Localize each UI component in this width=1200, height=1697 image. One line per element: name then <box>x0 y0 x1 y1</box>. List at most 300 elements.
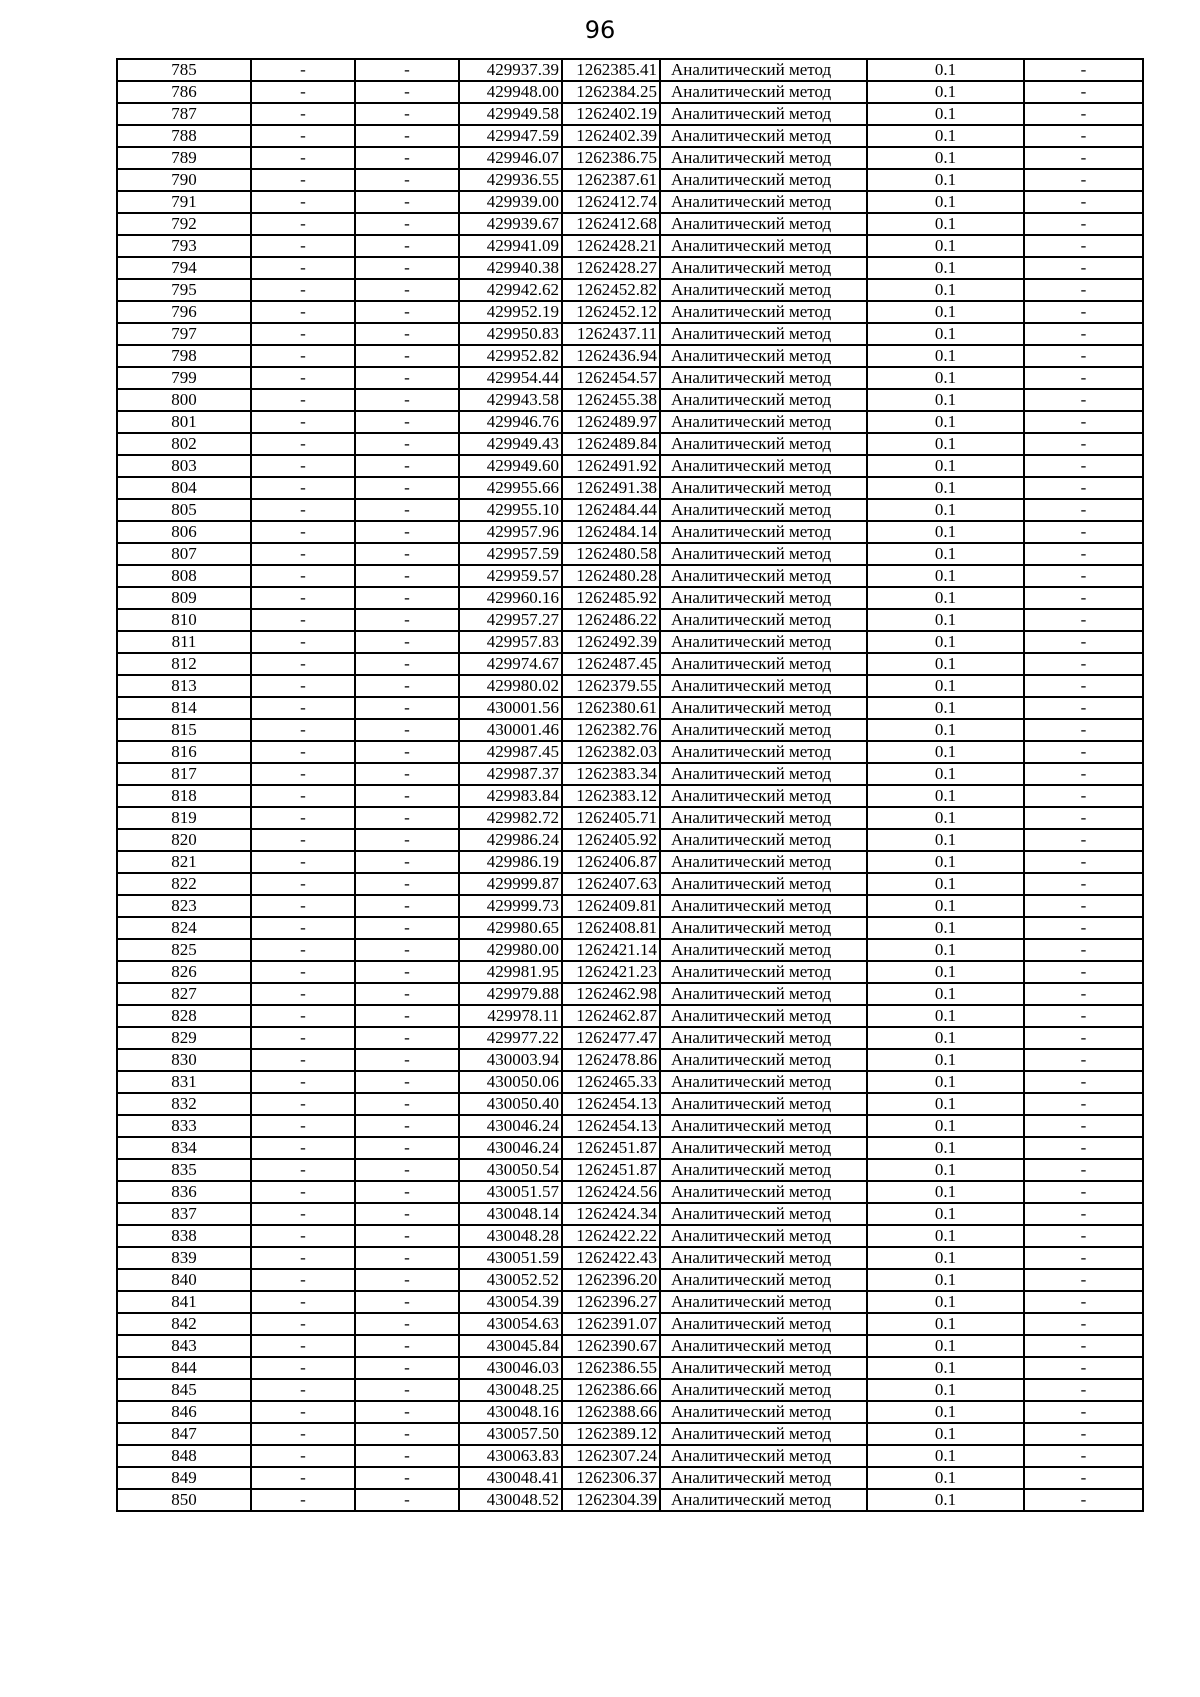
table-row <box>117 169 1143 191</box>
col8-cell: - <box>1024 631 1143 653</box>
accuracy-cell: 0.1 <box>867 81 1024 103</box>
col8-cell: - <box>1024 939 1143 961</box>
y-coordinate-cell: 1262437.11 <box>562 323 660 345</box>
y-coordinate-cell: 1262380.61 <box>562 697 660 719</box>
accuracy-cell: 0.1 <box>867 213 1024 235</box>
accuracy-cell: 0.1 <box>867 1005 1024 1027</box>
x-coordinate-cell: 430048.14 <box>459 1203 562 1225</box>
point-number-cell: 785 <box>117 59 251 81</box>
point-number-cell: 845 <box>117 1379 251 1401</box>
col2-cell: - <box>251 1225 355 1247</box>
y-coordinate-cell: 1262386.55 <box>562 1357 660 1379</box>
method-cell: Аналитический метод <box>660 785 867 807</box>
accuracy-cell: 0.1 <box>867 1225 1024 1247</box>
method-cell: Аналитический метод <box>660 565 867 587</box>
col3-cell: - <box>355 895 459 917</box>
x-coordinate-cell: 429957.59 <box>459 543 562 565</box>
accuracy-cell: 0.1 <box>867 235 1024 257</box>
point-number-cell: 850 <box>117 1489 251 1511</box>
col8-cell: - <box>1024 1225 1143 1247</box>
y-coordinate-cell: 1262452.12 <box>562 301 660 323</box>
y-coordinate-cell: 1262382.03 <box>562 741 660 763</box>
accuracy-cell: 0.1 <box>867 1423 1024 1445</box>
method-cell: Аналитический метод <box>660 719 867 741</box>
y-coordinate-cell: 1262389.12 <box>562 1423 660 1445</box>
point-number-cell: 807 <box>117 543 251 565</box>
y-coordinate-cell: 1262451.87 <box>562 1137 660 1159</box>
method-cell: Аналитический метод <box>660 1269 867 1291</box>
x-coordinate-cell: 429978.11 <box>459 1005 562 1027</box>
method-cell: Аналитический метод <box>660 1027 867 1049</box>
table-row <box>117 125 1143 147</box>
accuracy-cell: 0.1 <box>867 411 1024 433</box>
x-coordinate-cell: 429957.96 <box>459 521 562 543</box>
col8-cell: - <box>1024 103 1143 125</box>
x-coordinate-cell: 429999.73 <box>459 895 562 917</box>
accuracy-cell: 0.1 <box>867 763 1024 785</box>
y-coordinate-cell: 1262383.12 <box>562 785 660 807</box>
table-row <box>117 301 1143 323</box>
col3-cell: - <box>355 653 459 675</box>
x-coordinate-cell: 430063.83 <box>459 1445 562 1467</box>
x-coordinate-cell: 429946.76 <box>459 411 562 433</box>
accuracy-cell: 0.1 <box>867 829 1024 851</box>
accuracy-cell: 0.1 <box>867 147 1024 169</box>
col3-cell: - <box>355 1467 459 1489</box>
col2-cell: - <box>251 1181 355 1203</box>
accuracy-cell: 0.1 <box>867 1489 1024 1511</box>
method-cell: Аналитический метод <box>660 587 867 609</box>
col8-cell: - <box>1024 1027 1143 1049</box>
col8-cell: - <box>1024 1115 1143 1137</box>
x-coordinate-cell: 429950.83 <box>459 323 562 345</box>
col2-cell: - <box>251 1247 355 1269</box>
point-number-cell: 822 <box>117 873 251 895</box>
point-number-cell: 818 <box>117 785 251 807</box>
point-number-cell: 839 <box>117 1247 251 1269</box>
x-coordinate-cell: 429952.19 <box>459 301 562 323</box>
y-coordinate-cell: 1262487.45 <box>562 653 660 675</box>
y-coordinate-cell: 1262484.44 <box>562 499 660 521</box>
col2-cell: - <box>251 983 355 1005</box>
col3-cell: - <box>355 1181 459 1203</box>
point-number-cell: 804 <box>117 477 251 499</box>
accuracy-cell: 0.1 <box>867 1401 1024 1423</box>
point-number-cell: 792 <box>117 213 251 235</box>
x-coordinate-cell: 429955.10 <box>459 499 562 521</box>
method-cell: Аналитический метод <box>660 1313 867 1335</box>
col8-cell: - <box>1024 1423 1143 1445</box>
coordinates-table <box>116 58 1144 1512</box>
col2-cell: - <box>251 631 355 653</box>
table-row <box>117 279 1143 301</box>
table-row <box>117 213 1143 235</box>
table-row <box>117 807 1143 829</box>
col2-cell: - <box>251 1159 355 1181</box>
table-row <box>117 499 1143 521</box>
point-number-cell: 812 <box>117 653 251 675</box>
col8-cell: - <box>1024 323 1143 345</box>
col2-cell: - <box>251 323 355 345</box>
method-cell: Аналитический метод <box>660 1401 867 1423</box>
col8-cell: - <box>1024 895 1143 917</box>
col2-cell: - <box>251 1005 355 1027</box>
col2-cell: - <box>251 873 355 895</box>
table-row <box>117 411 1143 433</box>
col8-cell: - <box>1024 565 1143 587</box>
accuracy-cell: 0.1 <box>867 323 1024 345</box>
y-coordinate-cell: 1262384.25 <box>562 81 660 103</box>
col3-cell: - <box>355 257 459 279</box>
x-coordinate-cell: 429983.84 <box>459 785 562 807</box>
accuracy-cell: 0.1 <box>867 169 1024 191</box>
col8-cell: - <box>1024 1313 1143 1335</box>
accuracy-cell: 0.1 <box>867 719 1024 741</box>
point-number-cell: 834 <box>117 1137 251 1159</box>
x-coordinate-cell: 429942.62 <box>459 279 562 301</box>
method-cell: Аналитический метод <box>660 389 867 411</box>
y-coordinate-cell: 1262396.27 <box>562 1291 660 1313</box>
col2-cell: - <box>251 499 355 521</box>
method-cell: Аналитический метод <box>660 1335 867 1357</box>
col3-cell: - <box>355 235 459 257</box>
col8-cell: - <box>1024 983 1143 1005</box>
col2-cell: - <box>251 1115 355 1137</box>
y-coordinate-cell: 1262480.58 <box>562 543 660 565</box>
y-coordinate-cell: 1262383.34 <box>562 763 660 785</box>
method-cell: Аналитический метод <box>660 1049 867 1071</box>
col3-cell: - <box>355 345 459 367</box>
point-number-cell: 848 <box>117 1445 251 1467</box>
method-cell: Аналитический метод <box>660 1093 867 1115</box>
x-coordinate-cell: 430001.46 <box>459 719 562 741</box>
point-number-cell: 797 <box>117 323 251 345</box>
col8-cell: - <box>1024 1379 1143 1401</box>
col3-cell: - <box>355 1335 459 1357</box>
accuracy-cell: 0.1 <box>867 1467 1024 1489</box>
method-cell: Аналитический метод <box>660 1005 867 1027</box>
x-coordinate-cell: 429980.65 <box>459 917 562 939</box>
table-row <box>117 1357 1143 1379</box>
col3-cell: - <box>355 873 459 895</box>
method-cell: Аналитический метод <box>660 983 867 1005</box>
col8-cell: - <box>1024 741 1143 763</box>
y-coordinate-cell: 1262421.14 <box>562 939 660 961</box>
col8-cell: - <box>1024 1071 1143 1093</box>
y-coordinate-cell: 1262406.87 <box>562 851 660 873</box>
y-coordinate-cell: 1262422.22 <box>562 1225 660 1247</box>
method-cell: Аналитический метод <box>660 675 867 697</box>
x-coordinate-cell: 430051.59 <box>459 1247 562 1269</box>
col2-cell: - <box>251 895 355 917</box>
method-cell: Аналитический метод <box>660 455 867 477</box>
col8-cell: - <box>1024 1489 1143 1511</box>
x-coordinate-cell: 430046.24 <box>459 1137 562 1159</box>
y-coordinate-cell: 1262412.68 <box>562 213 660 235</box>
col3-cell: - <box>355 323 459 345</box>
col3-cell: - <box>355 1445 459 1467</box>
table-row <box>117 1027 1143 1049</box>
method-cell: Аналитический метод <box>660 367 867 389</box>
col2-cell: - <box>251 1467 355 1489</box>
col8-cell: - <box>1024 675 1143 697</box>
table-row <box>117 763 1143 785</box>
col3-cell: - <box>355 389 459 411</box>
method-cell: Аналитический метод <box>660 961 867 983</box>
col2-cell: - <box>251 587 355 609</box>
method-cell: Аналитический метод <box>660 917 867 939</box>
table-row <box>117 587 1143 609</box>
col2-cell: - <box>251 147 355 169</box>
col2-cell: - <box>251 81 355 103</box>
y-coordinate-cell: 1262396.20 <box>562 1269 660 1291</box>
col8-cell: - <box>1024 147 1143 169</box>
method-cell: Аналитический метод <box>660 1423 867 1445</box>
y-coordinate-cell: 1262382.76 <box>562 719 660 741</box>
y-coordinate-cell: 1262421.23 <box>562 961 660 983</box>
table-row <box>117 829 1143 851</box>
y-coordinate-cell: 1262386.66 <box>562 1379 660 1401</box>
col2-cell: - <box>251 1137 355 1159</box>
x-coordinate-cell: 429960.16 <box>459 587 562 609</box>
y-coordinate-cell: 1262465.33 <box>562 1071 660 1093</box>
table-row <box>117 939 1143 961</box>
col2-cell: - <box>251 719 355 741</box>
x-coordinate-cell: 429999.87 <box>459 873 562 895</box>
col2-cell: - <box>251 367 355 389</box>
x-coordinate-cell: 429974.67 <box>459 653 562 675</box>
col3-cell: - <box>355 763 459 785</box>
method-cell: Аналитический метод <box>660 1247 867 1269</box>
table-row <box>117 785 1143 807</box>
col3-cell: - <box>355 125 459 147</box>
y-coordinate-cell: 1262489.97 <box>562 411 660 433</box>
col2-cell: - <box>251 1357 355 1379</box>
table-row <box>117 609 1143 631</box>
y-coordinate-cell: 1262454.57 <box>562 367 660 389</box>
point-number-cell: 787 <box>117 103 251 125</box>
point-number-cell: 836 <box>117 1181 251 1203</box>
table-row <box>117 565 1143 587</box>
col2-cell: - <box>251 1445 355 1467</box>
point-number-cell: 843 <box>117 1335 251 1357</box>
point-number-cell: 819 <box>117 807 251 829</box>
point-number-cell: 844 <box>117 1357 251 1379</box>
table-row <box>117 1049 1143 1071</box>
col3-cell: - <box>355 829 459 851</box>
accuracy-cell: 0.1 <box>867 873 1024 895</box>
table-row <box>117 1401 1143 1423</box>
method-cell: Аналитический метод <box>660 59 867 81</box>
point-number-cell: 801 <box>117 411 251 433</box>
table-row <box>117 719 1143 741</box>
accuracy-cell: 0.1 <box>867 895 1024 917</box>
col3-cell: - <box>355 499 459 521</box>
col3-cell: - <box>355 631 459 653</box>
point-number-cell: 830 <box>117 1049 251 1071</box>
accuracy-cell: 0.1 <box>867 367 1024 389</box>
col2-cell: - <box>251 785 355 807</box>
col8-cell: - <box>1024 807 1143 829</box>
col2-cell: - <box>251 125 355 147</box>
point-number-cell: 821 <box>117 851 251 873</box>
col3-cell: - <box>355 565 459 587</box>
col8-cell: - <box>1024 1049 1143 1071</box>
point-number-cell: 799 <box>117 367 251 389</box>
col3-cell: - <box>355 59 459 81</box>
x-coordinate-cell: 429946.07 <box>459 147 562 169</box>
accuracy-cell: 0.1 <box>867 1159 1024 1181</box>
col8-cell: - <box>1024 1181 1143 1203</box>
method-cell: Аналитический метод <box>660 125 867 147</box>
col8-cell: - <box>1024 851 1143 873</box>
point-number-cell: 793 <box>117 235 251 257</box>
col3-cell: - <box>355 741 459 763</box>
col8-cell: - <box>1024 609 1143 631</box>
col2-cell: - <box>251 235 355 257</box>
col2-cell: - <box>251 301 355 323</box>
col3-cell: - <box>355 477 459 499</box>
method-cell: Аналитический метод <box>660 1203 867 1225</box>
x-coordinate-cell: 429939.67 <box>459 213 562 235</box>
col3-cell: - <box>355 587 459 609</box>
col8-cell: - <box>1024 169 1143 191</box>
col8-cell: - <box>1024 1269 1143 1291</box>
y-coordinate-cell: 1262306.37 <box>562 1467 660 1489</box>
x-coordinate-cell: 429943.58 <box>459 389 562 411</box>
point-number-cell: 838 <box>117 1225 251 1247</box>
point-number-cell: 786 <box>117 81 251 103</box>
col8-cell: - <box>1024 81 1143 103</box>
point-number-cell: 825 <box>117 939 251 961</box>
x-coordinate-cell: 429981.95 <box>459 961 562 983</box>
table-row <box>117 59 1143 81</box>
col8-cell: - <box>1024 543 1143 565</box>
col2-cell: - <box>251 807 355 829</box>
point-number-cell: 823 <box>117 895 251 917</box>
point-number-cell: 846 <box>117 1401 251 1423</box>
x-coordinate-cell: 429982.72 <box>459 807 562 829</box>
table-row <box>117 983 1143 1005</box>
x-coordinate-cell: 429987.45 <box>459 741 562 763</box>
point-number-cell: 824 <box>117 917 251 939</box>
point-number-cell: 820 <box>117 829 251 851</box>
y-coordinate-cell: 1262491.92 <box>562 455 660 477</box>
y-coordinate-cell: 1262379.55 <box>562 675 660 697</box>
col8-cell: - <box>1024 389 1143 411</box>
point-number-cell: 817 <box>117 763 251 785</box>
table-row <box>117 1093 1143 1115</box>
method-cell: Аналитический метод <box>660 301 867 323</box>
method-cell: Аналитический метод <box>660 1225 867 1247</box>
y-coordinate-cell: 1262454.13 <box>562 1115 660 1137</box>
table-row <box>117 1159 1143 1181</box>
col3-cell: - <box>355 1313 459 1335</box>
point-number-cell: 831 <box>117 1071 251 1093</box>
x-coordinate-cell: 430050.40 <box>459 1093 562 1115</box>
col8-cell: - <box>1024 1005 1143 1027</box>
x-coordinate-cell: 429947.59 <box>459 125 562 147</box>
y-coordinate-cell: 1262491.38 <box>562 477 660 499</box>
table-row <box>117 1071 1143 1093</box>
col8-cell: - <box>1024 653 1143 675</box>
col3-cell: - <box>355 1005 459 1027</box>
table-row <box>117 741 1143 763</box>
table-row <box>117 895 1143 917</box>
x-coordinate-cell: 429986.24 <box>459 829 562 851</box>
accuracy-cell: 0.1 <box>867 257 1024 279</box>
x-coordinate-cell: 430048.41 <box>459 1467 562 1489</box>
accuracy-cell: 0.1 <box>867 1049 1024 1071</box>
accuracy-cell: 0.1 <box>867 543 1024 565</box>
table-row <box>117 1379 1143 1401</box>
point-number-cell: 796 <box>117 301 251 323</box>
col2-cell: - <box>251 609 355 631</box>
x-coordinate-cell: 430050.06 <box>459 1071 562 1093</box>
table-row <box>117 1005 1143 1027</box>
accuracy-cell: 0.1 <box>867 631 1024 653</box>
col2-cell: - <box>251 565 355 587</box>
col8-cell: - <box>1024 829 1143 851</box>
method-cell: Аналитический метод <box>660 345 867 367</box>
col8-cell: - <box>1024 1093 1143 1115</box>
point-number-cell: 829 <box>117 1027 251 1049</box>
col3-cell: - <box>355 719 459 741</box>
table-row <box>117 1115 1143 1137</box>
col3-cell: - <box>355 103 459 125</box>
table-row <box>117 521 1143 543</box>
accuracy-cell: 0.1 <box>867 477 1024 499</box>
col3-cell: - <box>355 939 459 961</box>
y-coordinate-cell: 1262386.75 <box>562 147 660 169</box>
col2-cell: - <box>251 1489 355 1511</box>
col2-cell: - <box>251 191 355 213</box>
point-number-cell: 809 <box>117 587 251 609</box>
y-coordinate-cell: 1262486.22 <box>562 609 660 631</box>
col3-cell: - <box>355 961 459 983</box>
method-cell: Аналитический метод <box>660 631 867 653</box>
accuracy-cell: 0.1 <box>867 675 1024 697</box>
accuracy-cell: 0.1 <box>867 1115 1024 1137</box>
x-coordinate-cell: 430048.52 <box>459 1489 562 1511</box>
table-row <box>117 653 1143 675</box>
point-number-cell: 800 <box>117 389 251 411</box>
accuracy-cell: 0.1 <box>867 983 1024 1005</box>
col3-cell: - <box>355 609 459 631</box>
y-coordinate-cell: 1262478.86 <box>562 1049 660 1071</box>
point-number-cell: 840 <box>117 1269 251 1291</box>
col3-cell: - <box>355 1291 459 1313</box>
col2-cell: - <box>251 917 355 939</box>
col2-cell: - <box>251 213 355 235</box>
method-cell: Аналитический метод <box>660 895 867 917</box>
table-row <box>117 697 1143 719</box>
col3-cell: - <box>355 1357 459 1379</box>
x-coordinate-cell: 430045.84 <box>459 1335 562 1357</box>
col3-cell: - <box>355 1203 459 1225</box>
table-row <box>117 1181 1143 1203</box>
col8-cell: - <box>1024 235 1143 257</box>
y-coordinate-cell: 1262462.87 <box>562 1005 660 1027</box>
col8-cell: - <box>1024 1401 1143 1423</box>
x-coordinate-cell: 429980.02 <box>459 675 562 697</box>
x-coordinate-cell: 429936.55 <box>459 169 562 191</box>
y-coordinate-cell: 1262402.19 <box>562 103 660 125</box>
col3-cell: - <box>355 1027 459 1049</box>
accuracy-cell: 0.1 <box>867 1269 1024 1291</box>
col2-cell: - <box>251 345 355 367</box>
method-cell: Аналитический метод <box>660 1379 867 1401</box>
